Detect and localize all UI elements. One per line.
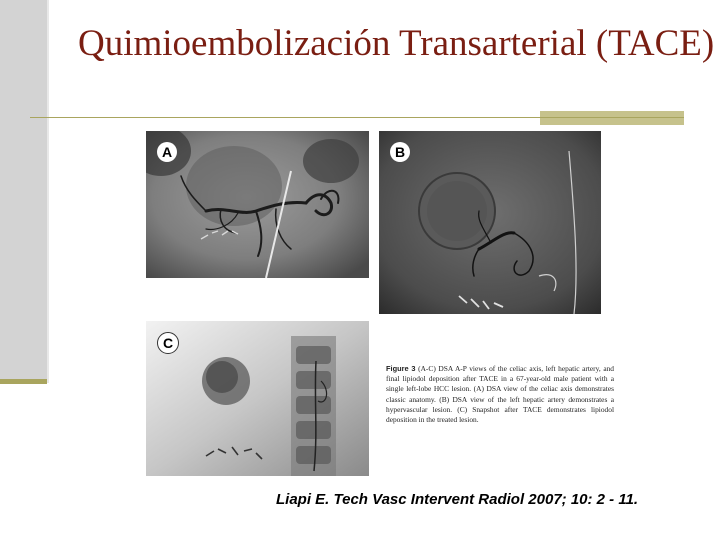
sidebar-decoration	[0, 0, 49, 383]
dsa-celiac-image	[146, 131, 369, 278]
panel-c-image	[146, 321, 369, 476]
caption-lead: Figure 3	[386, 364, 416, 373]
slide-title: Quimioembolización Transarterial (TACE)	[78, 23, 715, 64]
figure-caption	[386, 364, 614, 425]
sidebar-accent	[0, 379, 47, 384]
panel-c-label: C	[157, 332, 179, 354]
panel-a-image	[146, 131, 369, 278]
panel-b-label: B	[390, 142, 410, 162]
panel-a-label: A	[157, 142, 177, 162]
title-rule-accent	[540, 111, 684, 125]
dsa-hepatic-image	[379, 131, 601, 314]
post-tace-image	[146, 321, 369, 476]
title-rule	[30, 117, 684, 118]
angiography-figure	[146, 131, 616, 479]
caption-text: (A-C) DSA A-P views of the celiac axis, left hepatic artery, and final lipiodol deposition after TACE in a 67-year-old male patient with a single left-lobe HCC lesion. (A) DSA view of the celiac axis demonstrates classic anatomy. (B) DSA view of the left hepatic artery demonstrates a hypervascular lesion. (C) Snapshot after TACE demonstrates lipiodol deposition in the treated lesion.	[386, 364, 614, 425]
panel-b-image	[379, 131, 601, 314]
citation: Liapi E. Tech Vasc Intervent Radiol 2007; 10: 2 - 11.	[276, 491, 639, 508]
